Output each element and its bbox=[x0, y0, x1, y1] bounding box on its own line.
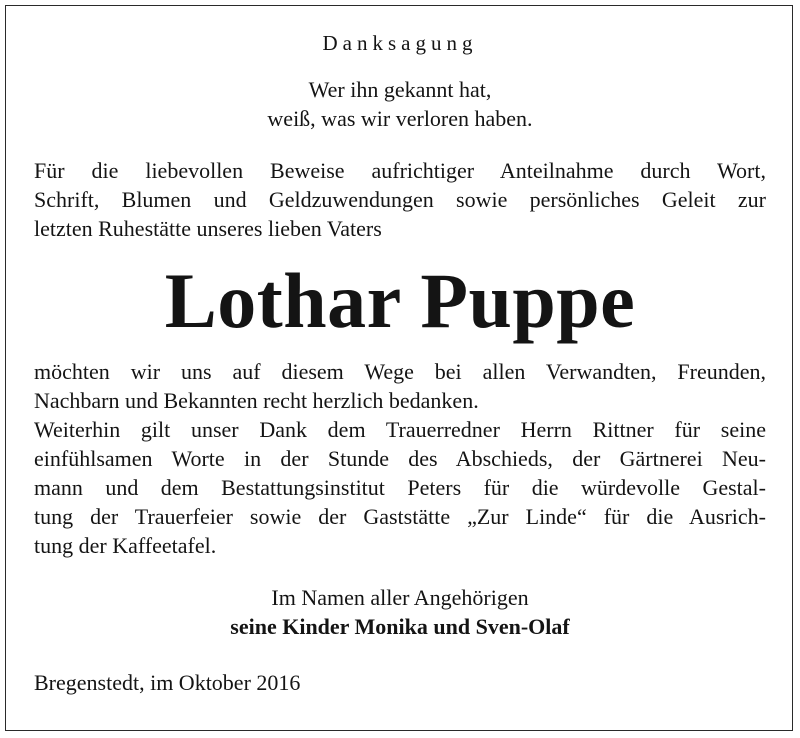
text-line: Nachbarn und Bekannten recht herzlich bedanken. bbox=[34, 388, 479, 413]
text-line: Schrift, Blumen und Geldzuwendungen sowie persönliches Geleit zur bbox=[34, 187, 766, 212]
deceased-name: Lothar Puppe bbox=[164, 257, 636, 344]
signature-intro: Im Namen aller Angehörigen bbox=[271, 585, 529, 610]
text-line: möchten wir uns auf diesem Wege bei allen Verwandten, Freunden, bbox=[34, 359, 766, 384]
motto-line: Wer ihn gekannt hat, bbox=[308, 77, 492, 102]
text-line: letzten Ruhestätte unseres lieben Vaters bbox=[34, 216, 382, 241]
motto-line: weiß, was wir verloren haben. bbox=[267, 106, 533, 131]
further-thanks-paragraph bbox=[34, 415, 766, 560]
signature-block bbox=[34, 583, 766, 641]
place-date: Bregenstedt, im Oktober 2016 bbox=[34, 670, 301, 695]
thanks-paragraph bbox=[34, 357, 766, 415]
text-line: Für die liebevollen Beweise aufrichtiger Anteilnahme durch Wort, bbox=[34, 158, 766, 183]
motto bbox=[34, 75, 766, 133]
text-line: tung der Kaffeetafel. bbox=[34, 533, 217, 558]
text-line: mann und dem Bestattungsinstitut Peters für die würdevolle Gestal- bbox=[34, 475, 766, 500]
notice-content bbox=[34, 28, 766, 697]
text-line: Weiterhin gilt unser Dank dem Trauerredner Herrn Rittner für seine bbox=[34, 417, 766, 442]
thanks-intro-paragraph bbox=[34, 156, 766, 243]
text-line: einfühlsamen Worte in der Stunde des Abschieds, der Gärtnerei Neu- bbox=[34, 446, 766, 471]
signature-names: seine Kinder Monika und Sven-Olaf bbox=[230, 614, 570, 639]
text-line: tung der Trauerfeier sowie der Gaststätte „Zur Linde“ für die Ausrich- bbox=[34, 504, 766, 529]
notice-heading: Danksagung bbox=[322, 31, 478, 55]
